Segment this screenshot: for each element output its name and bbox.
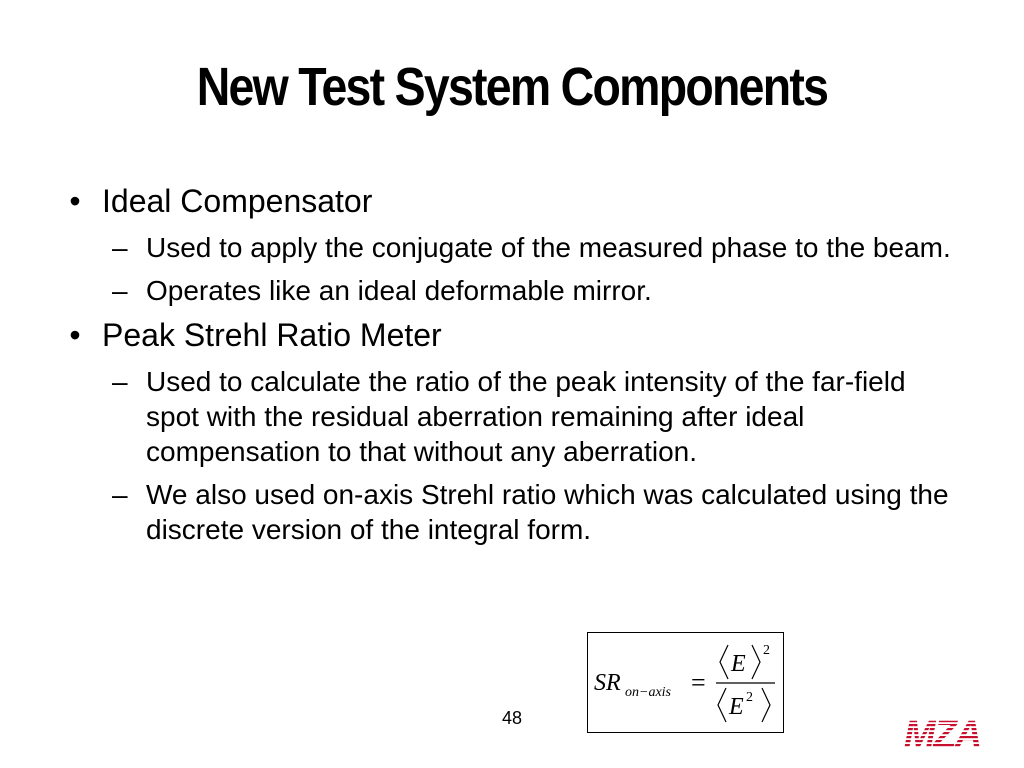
- sub-bullet-text: Operates like an ideal deformable mirror.: [146, 275, 652, 306]
- formula-equals: =: [691, 668, 706, 697]
- mza-logo: [880, 716, 1004, 750]
- dash-marker: –: [112, 366, 128, 397]
- strehl-formula-box: [587, 632, 784, 733]
- sub-bullet-item: [60, 230, 960, 265]
- formula-numerator-var: E: [731, 651, 746, 677]
- sub-bullet-text: We also used on-axis Strehl ratio which was calculated using the discrete version of the integral form.: [146, 479, 949, 545]
- bullet-marker: •: [69, 317, 81, 353]
- sub-bullet-item: [60, 364, 960, 469]
- formula-lhs-main: SR: [594, 670, 621, 696]
- left-angle-bracket-icon: [718, 688, 726, 722]
- page-number: 48: [501, 708, 523, 728]
- bullet-item: [60, 316, 960, 354]
- dash-marker: –: [112, 275, 128, 306]
- sub-bullet-item: [60, 273, 960, 308]
- formula-numerator-exponent: 2: [763, 643, 770, 658]
- dash-marker: –: [112, 232, 128, 263]
- right-angle-bracket-icon: [752, 645, 760, 679]
- bullet-text: Ideal Compensator: [102, 183, 373, 219]
- bullet-text: Peak Strehl Ratio Meter: [102, 317, 442, 353]
- dash-marker: –: [112, 479, 128, 510]
- slide-body: [60, 182, 960, 555]
- bullet-item: [60, 182, 960, 220]
- left-angle-bracket-icon: [720, 645, 728, 679]
- sub-bullet-text: Used to apply the conjugate of the measured phase to the beam.: [146, 232, 951, 263]
- strehl-formula: [588, 633, 783, 732]
- formula-denominator-var: E: [729, 694, 744, 720]
- bullet-marker: •: [69, 183, 81, 219]
- sub-bullet-item: [60, 477, 960, 547]
- formula-denominator-exponent: 2: [746, 690, 753, 705]
- slide-title: New Test System Components: [196, 57, 828, 117]
- mza-logo-text: MZA: [903, 716, 981, 750]
- right-angle-bracket-icon: [762, 688, 770, 722]
- sub-bullet-text: Used to calculate the ratio of the peak intensity of the far-field spot with the residual aberration remaining after ideal compensation to that without any aberration.: [146, 366, 906, 467]
- formula-lhs-subscript: on−axis: [625, 685, 671, 700]
